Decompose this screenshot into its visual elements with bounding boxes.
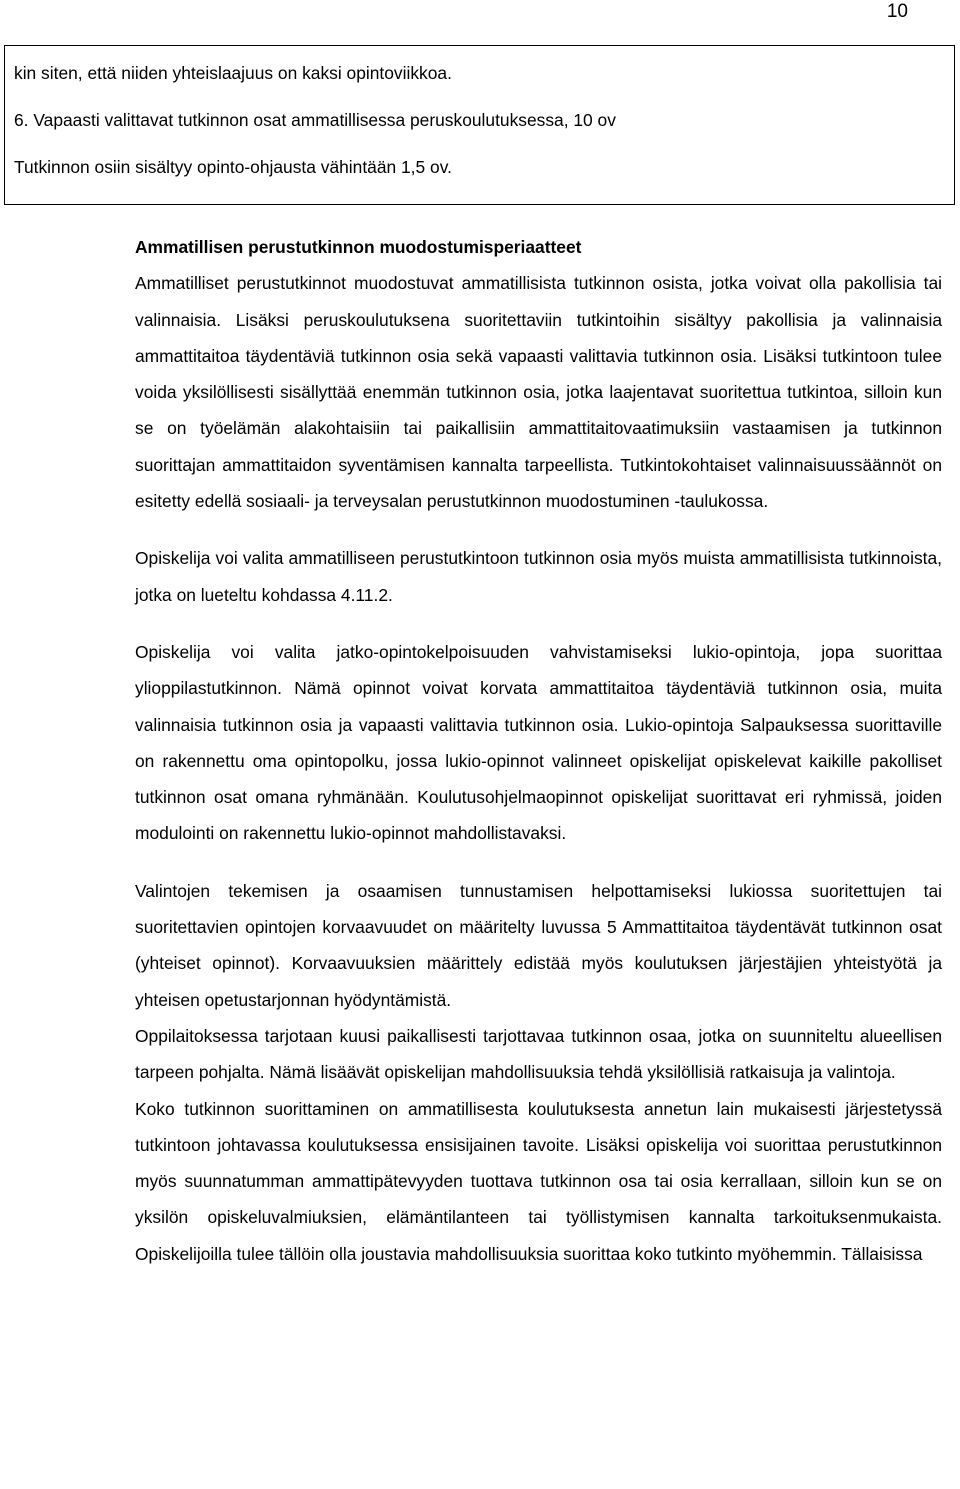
paragraph: Ammatilliset perustutkinnot muodostuvat ammatillisista tutkinnon osista, jotka voivat olla pakollisia tai valinnaisia. Lisäksi peruskoulutuksena suoritettaviin tutkintoihin sisältyy pakollisia ja valinnaisia ammattitaitoa täydentäviä tutkinnon osia sekä vapaasti valittavia tutkinnon osia. Lisäksi tutkintoon tulee voida yksilöllisesti sisällyttää enemmän tutkinnon osia, jotka laajentavat suoritettua tutkintoa, silloin kun se on työelämän alakohtaisiin tai paikallisiin ammattitaitovaatimuksiin vastaamisen ja tutkinnon suorittajan ammattitaidon syventämisen kannalta tarpeellista. Tutkintokohtaiset valinnaisuussäännöt on esitetty edellä sosiaali- ja terveysalan perustutkinnon muodostuminen -taulukossa. bbox=[135, 273, 942, 512]
paragraph: Opiskelija voi valita ammatilliseen perustutkintoon tutkinnon osia myös muista ammatillisista tutkinnoista, jotka on lueteltu kohdassa 4.11.2. bbox=[135, 548, 942, 605]
page-number: 10 bbox=[886, 1, 908, 22]
document-body bbox=[135, 229, 942, 1272]
table-cell-line: kin siten, että niiden yhteislaajuus on kaksi opintoviikkoa. bbox=[14, 63, 452, 83]
paragraph: Oppilaitoksessa tarjotaan kuusi paikallisesti tarjottavaa tutkinnon osaa, jotka on suunniteltu alueellisen tarpeen pohjalta. Nämä lisäävät opiskelijan mahdollisuuksia tehdä yksilöllisiä ratkaisuja ja valintoja. bbox=[135, 1025, 942, 1083]
table-cell-line: 6. Vapaasti valittavat tutkinnon osat ammatillisessa peruskoulutuksessa, 10 ov bbox=[14, 110, 616, 130]
section-heading: Ammatillisen perustutkinnon muodostumisperiaatteet bbox=[135, 237, 582, 257]
paragraph: Koko tutkinnon suorittaminen on ammatillisesta koulutuksesta annetun lain mukaisesti järjestetyssä tutkintoon johtavassa koulutuksessa ensisijainen tavoite. Lisäksi opiskelija voi suorittaa perustutkinnon myös suunnatumman ammattipätevyyden tuottava tutkinnon osa tai osia kerrallaan, silloin kun se on yksilön opiskeluvalmiuksien, elämäntilanteen tai työllistymisen kannalta tarkoituksenmukaista. Opiskelijoilla tulee tällöin olla joustavia mahdollisuuksia suorittaa koko tutkinto myöhemmin. Tällaisissa bbox=[135, 1098, 942, 1264]
paragraph: Opiskelija voi valita jatko-opintokelpoisuuden vahvistamiseksi lukio-opintoja, jopa suorittaa ylioppilastutkinnon. Nämä opinnot voivat korvata ammattitaitoa täydentäviä tutkinnon osia, muita valinnaisia tutkinnon osia ja vapaasti valittavia tutkinnon osia. Lukio-opintoja Salpauksessa suorittaville on rakennettu oma opintopolku, jossa lukio-opinnot valinneet opiskelijat opiskelevat kaikille pakolliset tutkinnon osat omana ryhmänään. Koulutusohjelmaopinnot opiskelijat suorittavat eri ryhmissä, joiden modulointi on rakennettu lukio-opinnot mahdollistavaksi. bbox=[135, 641, 942, 844]
table-cell bbox=[4, 45, 955, 205]
table-cell-line: Tutkinnon osiin sisältyy opinto-ohjausta vähintään 1,5 ov. bbox=[14, 157, 452, 177]
paragraph: Valintojen tekemisen ja osaamisen tunnustamisen helpottamiseksi lukiossa suoritettujen tai suoritettavien opintojen korvaavuudet on määritelty luvussa 5 Ammattitaitoa täydentävät tutkinnon osat (yhteiset opinnot). Korvaavuuksien määrittely edistää myös koulutuksen järjestäjien yhteistyötä ja yhteisen opetustarjonnan hyödyntämistä. bbox=[135, 880, 942, 1010]
